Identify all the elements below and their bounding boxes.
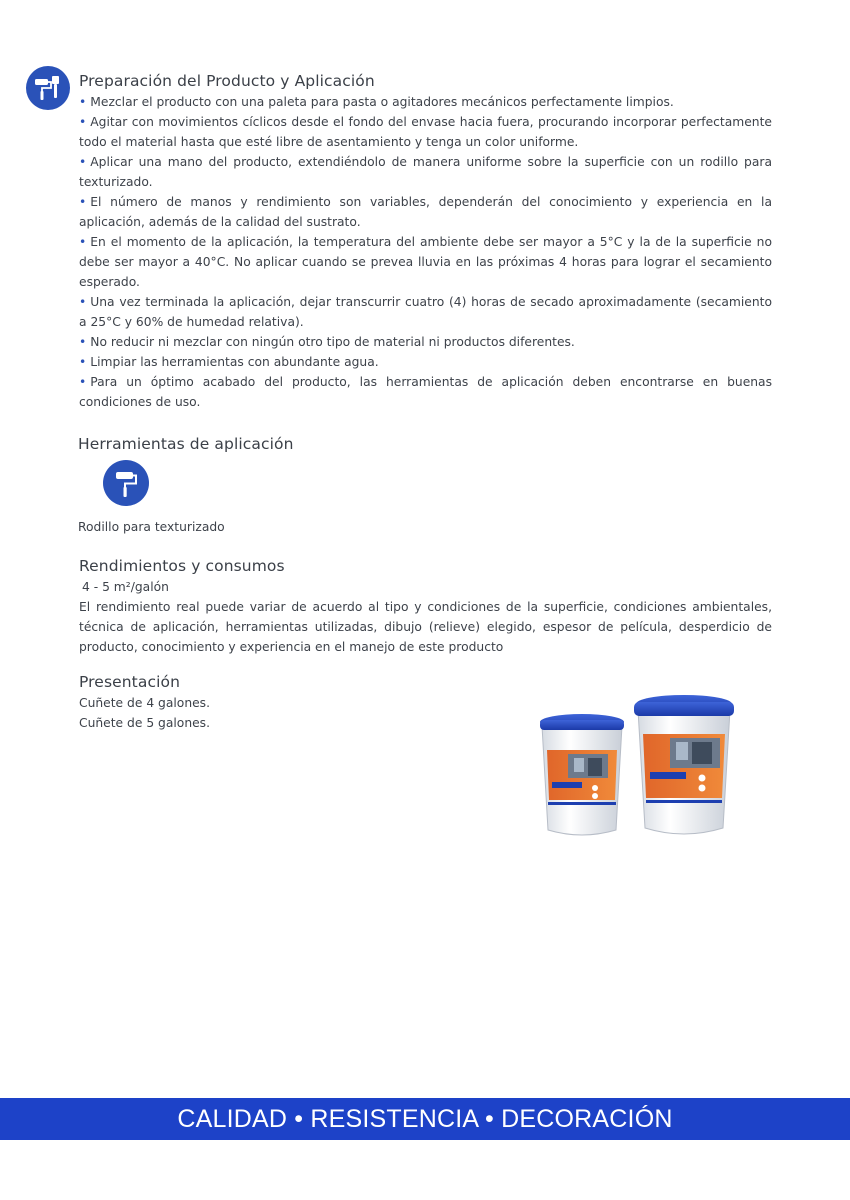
list-item: • En el momento de la aplicación, la temperatura del ambiente debe ser mayor a 5°C y la de la superficie no debe ser mayor a 40°C. No aplicar cuando se prevea lluvia en las próximas 4 horas para lograr el secamiento esperado.	[79, 235, 772, 289]
bullet-icon: •	[79, 115, 87, 129]
preparacion-title: Preparación del Producto y Aplicación	[79, 72, 375, 90]
list-item: • Agitar con movimientos cíclicos desde el fondo del envase hacia fuera, procurando incorporar perfectamente todo el material hasta que esté libre de asentamiento y tenga un color uniforme.	[79, 115, 772, 149]
bullet-icon: •	[79, 375, 87, 389]
list-item: • Para un óptimo acabado del producto, las herramientas de aplicación deben encontrarse en buenas condiciones de uso.	[79, 375, 772, 409]
bucket-small	[540, 714, 624, 835]
presentacion-item: Cuñete de 5 galones.	[79, 716, 211, 730]
presentacion-title: Presentación	[79, 673, 180, 691]
herramientas-title: Herramientas de aplicación	[78, 435, 294, 453]
tool-label: Rodillo para texturizado	[78, 520, 225, 534]
paint-tools-icon	[26, 66, 70, 110]
footer-tagline: CALIDAD • RESISTENCIA • DECORACIÓN	[177, 1105, 673, 1133]
rendimiento-description: El rendimiento real puede variar de acuerdo al tipo y condiciones de la superficie, condiciones ambientales, técnica de aplicación, herramientas utilizadas, dibujo (relieve) elegido, espesor de película, desperdicio de producto, conocimiento y experiencia en el manejo de este producto	[79, 600, 772, 654]
bullet-icon: •	[79, 295, 87, 309]
list-item: • Una vez terminada la aplicación, dejar transcurrir cuatro (4) horas de secado aproximadamente (secamiento a 25°C y 60% de humedad relativa).	[79, 295, 772, 329]
preparacion-bullet-list	[79, 92, 772, 412]
paint-roller-icon	[103, 460, 149, 506]
bullet-icon: •	[79, 95, 87, 109]
presentacion-item: Cuñete de 4 galones.	[79, 696, 211, 710]
list-item: • Aplicar una mano del producto, extendiéndolo de manera uniforme sobre la superficie con un rodillo para texturizado.	[79, 155, 772, 189]
bullet-icon: •	[79, 235, 87, 249]
bullet-icon: •	[79, 155, 87, 169]
bullet-icon: •	[79, 195, 87, 209]
rendimiento-value: 4 - 5 m²/galón	[82, 580, 169, 594]
list-item: • El número de manos y rendimiento son variables, dependerán del conocimiento y experiencia en la aplicación, además de la calidad del sustrato.	[79, 195, 772, 229]
product-buckets-image	[530, 690, 770, 850]
bullet-icon: •	[79, 355, 87, 369]
list-item: • Mezclar el producto con una paleta para pasta o agitadores mecánicos perfectamente limpios.	[79, 95, 674, 109]
bullet-icon: •	[79, 335, 87, 349]
bucket-large	[634, 695, 734, 834]
list-item: • No reducir ni mezclar con ningún otro tipo de material ni productos diferentes.	[79, 335, 575, 349]
list-item: • Limpiar las herramientas con abundante agua.	[79, 355, 379, 369]
rendimientos-title: Rendimientos y consumos	[79, 557, 285, 575]
